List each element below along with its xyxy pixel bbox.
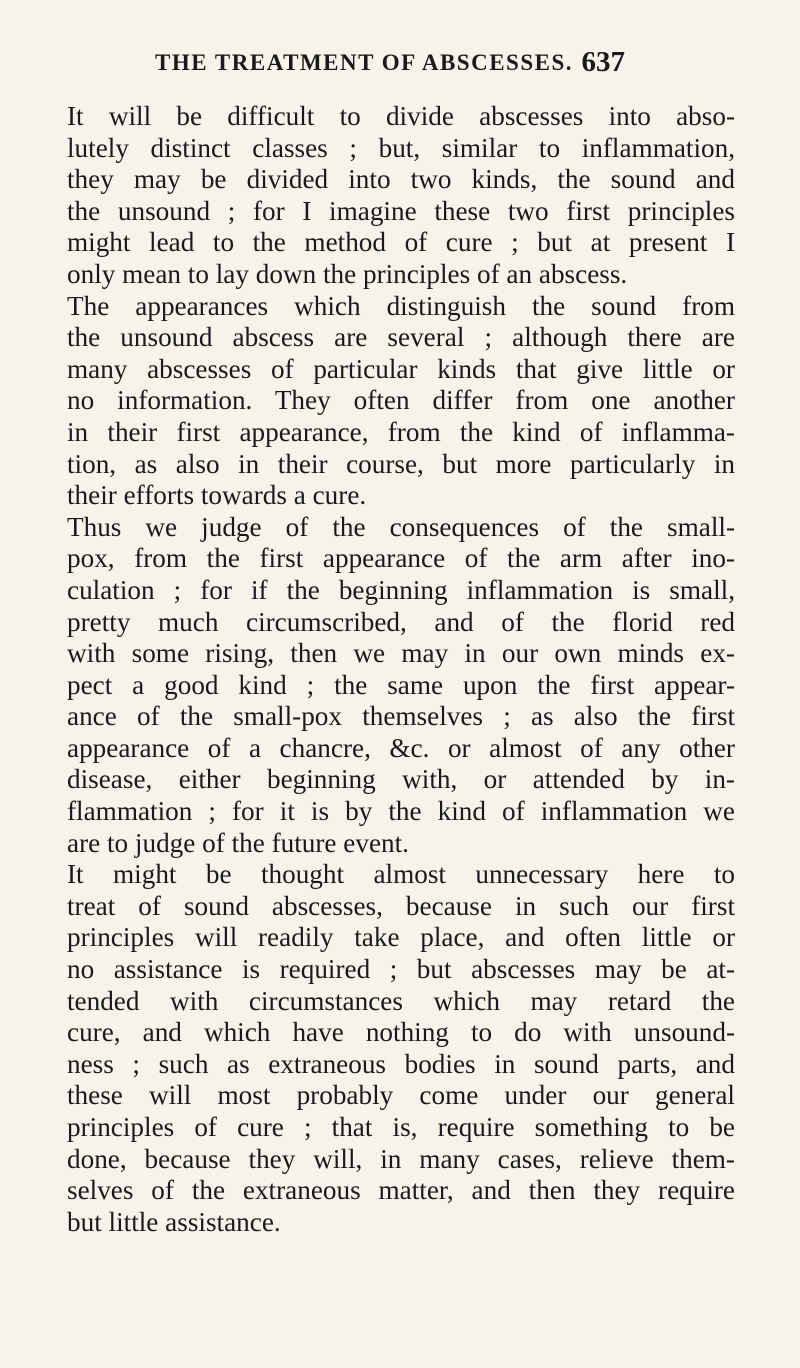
text-line: principles will readily take place, and often little or <box>67 922 735 953</box>
text-line: treat of sound abscesses, because in such our first <box>67 890 735 921</box>
body-text <box>67 101 735 1238</box>
text-line: selves of the extraneous matter, and then they require <box>67 1175 735 1206</box>
paragraph <box>67 101 735 291</box>
text-line: lutely distinct classes ; but, similar to inflammation, <box>67 132 735 163</box>
text-line: their efforts towards a cure. <box>67 480 367 511</box>
text-line: in their first appearance, from the kind of inflamma- <box>67 416 735 447</box>
text-line: the unsound ; for I imagine these two first principles <box>67 195 735 226</box>
paragraph <box>67 291 735 512</box>
text-line: disease, either beginning with, or attended by in- <box>67 764 735 795</box>
page-number: 637 <box>581 46 625 78</box>
text-line: It might be thought almost unnecessary here to <box>67 859 735 890</box>
text-line: The appearances which distinguish the sound from <box>67 290 735 321</box>
text-line: ance of the small-pox themselves ; as also the first <box>67 701 735 732</box>
text-line: they may be divided into two kinds, the sound and <box>67 164 735 195</box>
text-line: done, because they will, in many cases, relieve them- <box>67 1143 735 1174</box>
paragraph <box>67 512 735 860</box>
paragraph <box>67 859 735 1238</box>
text-line: principles of cure ; that is, require something to be <box>67 1112 735 1142</box>
text-line: pect a good kind ; the same upon the first appear- <box>67 669 735 700</box>
text-line: It will be difficult to divide abscesses into abso- <box>67 101 735 131</box>
text-line: Thus we judge of the consequences of the small- <box>67 511 735 542</box>
text-line: with some rising, then we may in our own minds ex- <box>67 638 735 669</box>
text-line: tion, as also in their course, but more particularly in <box>67 448 735 479</box>
text-line: no assistance is required ; but abscesses may be at- <box>67 954 735 985</box>
running-title: THE TREATMENT OF ABSCESSES. <box>155 50 574 75</box>
text-line: the unsound abscess are several ; although there are <box>67 322 735 353</box>
text-line: might lead to the method of cure ; but at present I <box>67 227 735 258</box>
text-line: no information. They often differ from one another <box>67 385 735 416</box>
text-line: pretty much circumscribed, and of the florid red <box>67 606 735 637</box>
text-line: flammation ; for it is by the kind of inflammation we <box>67 796 735 827</box>
text-line: pox, from the first appearance of the arm after ino- <box>67 543 735 574</box>
text-line: are to judge of the future event. <box>67 827 409 858</box>
text-line: cure, and which have nothing to do with unsound- <box>67 1017 735 1048</box>
text-line: culation ; for if the beginning inflammation is small, <box>67 574 735 605</box>
text-line: appearance of a chancre, &c. or almost of any other <box>67 732 735 763</box>
running-head <box>155 46 625 82</box>
text-line: these will most probably come under our general <box>67 1080 735 1111</box>
text-line: but little assistance. <box>67 1206 281 1237</box>
text-line: only mean to lay down the principles of an abscess. <box>67 258 628 289</box>
text-line: ness ; such as extraneous bodies in sound parts, and <box>67 1048 735 1079</box>
text-line: many abscesses of particular kinds that give little or <box>67 353 735 384</box>
text-line: tended with circumstances which may retard the <box>67 985 735 1016</box>
